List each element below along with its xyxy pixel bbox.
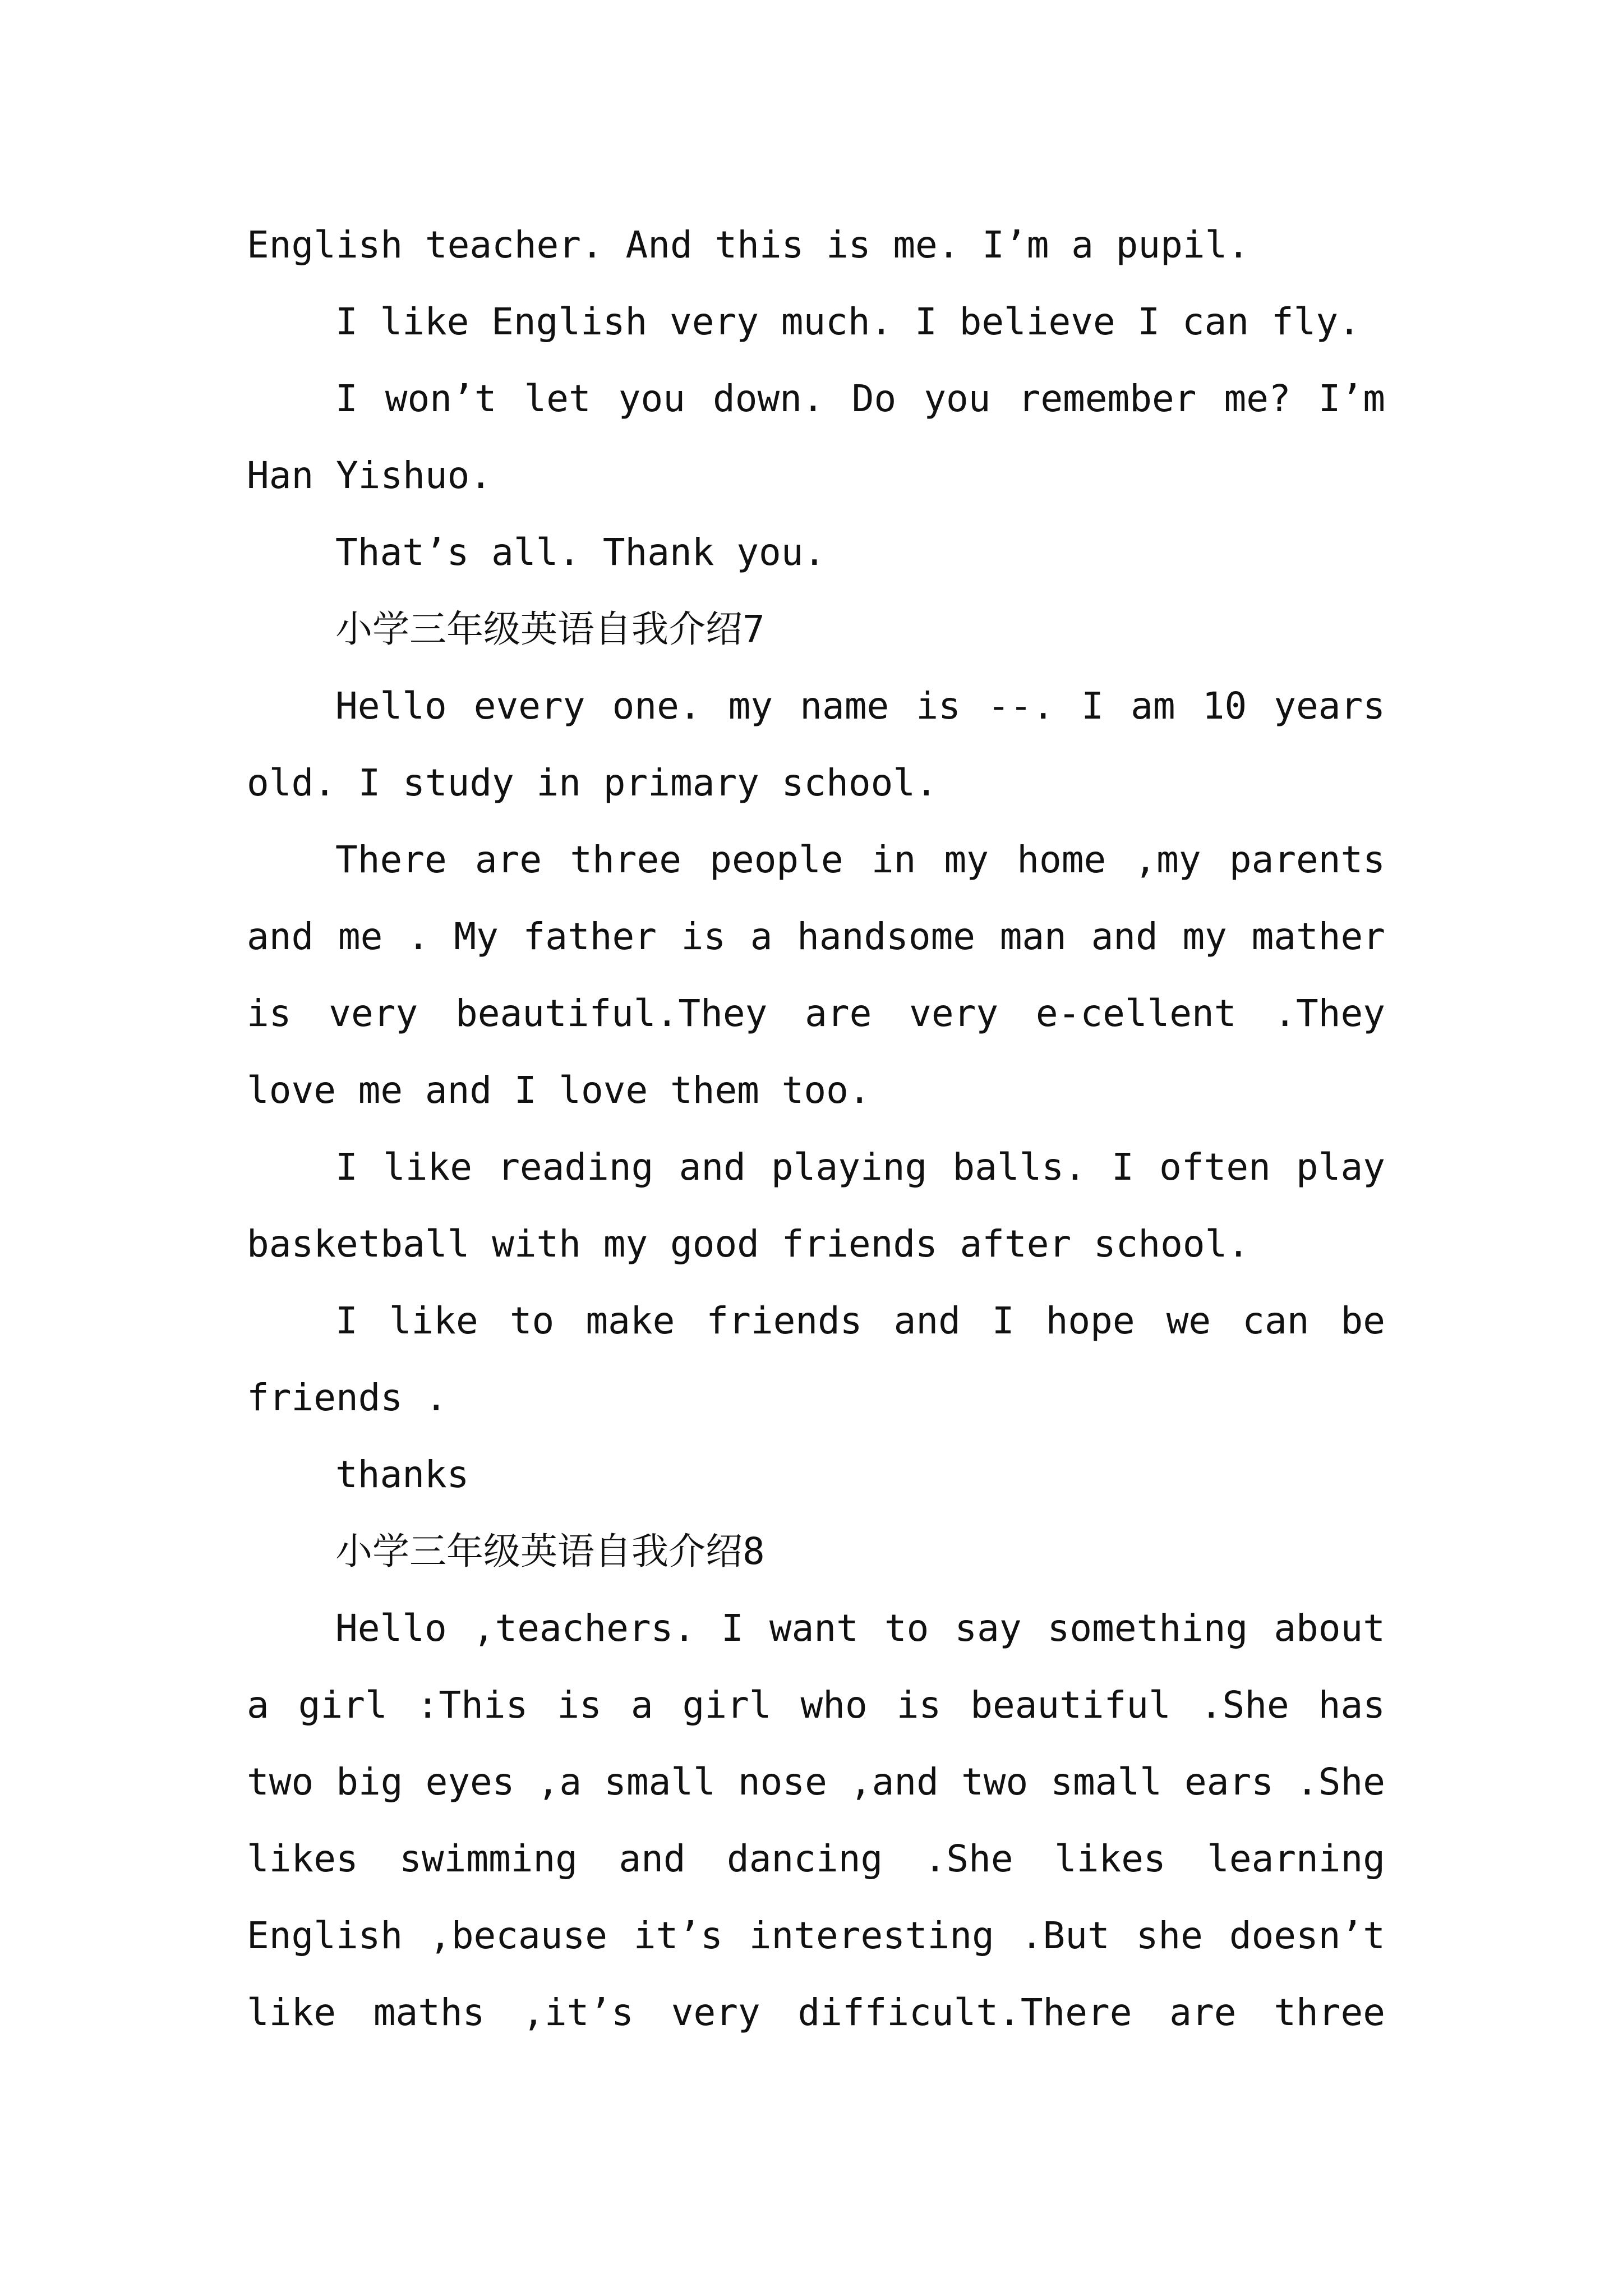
text-line: old. I study in primary school. bbox=[247, 761, 938, 804]
text-line: and me . My father is a handsome man and my mather bbox=[247, 915, 1385, 958]
section-heading: 小学三年级英语自我介绍7 bbox=[335, 608, 765, 651]
text-line: thanks bbox=[335, 1453, 469, 1496]
text-line: English teacher. And this is me. I’m a pupil. bbox=[247, 223, 1250, 266]
section-heading: 小学三年级英语自我介绍8 bbox=[335, 1530, 765, 1573]
text-line: I like reading and playing balls. I often play bbox=[335, 1145, 1385, 1189]
text-line: like maths ,it’s very difficult.There are three bbox=[247, 1991, 1385, 2034]
text-line: I like to make friends and I hope we can be bbox=[335, 1299, 1385, 1342]
text-line: is very beautiful.They are very e-cellent .They bbox=[247, 992, 1385, 1035]
text-line: Han Yishuo. bbox=[247, 454, 492, 497]
text-line: I won’t let you down. Do you remember me? I’m bbox=[335, 377, 1385, 420]
text-line: love me and I love them too. bbox=[247, 1069, 871, 1112]
text-line: two big eyes ,a small nose ,and two small ears .She bbox=[247, 1760, 1385, 1803]
text-line: Hello ,teachers. I want to say something about bbox=[335, 1607, 1385, 1650]
text-line: likes swimming and dancing .She likes learning bbox=[247, 1837, 1385, 1880]
text-line: I like English very much. I believe I can fly. bbox=[335, 300, 1361, 343]
text-line: There are three people in my home ,my parents bbox=[335, 838, 1385, 881]
text-line: friends . bbox=[247, 1376, 448, 1419]
text-line: English ,because it’s interesting .But she doesn’t bbox=[247, 1914, 1385, 1957]
text-line: That’s all. Thank you. bbox=[335, 531, 826, 574]
text-line: a girl :This is a girl who is beautiful .She has bbox=[247, 1683, 1385, 1727]
text-line: Hello every one. my name is --. I am 10 years bbox=[335, 684, 1385, 728]
text-line: basketball with my good friends after school. bbox=[247, 1222, 1250, 1266]
